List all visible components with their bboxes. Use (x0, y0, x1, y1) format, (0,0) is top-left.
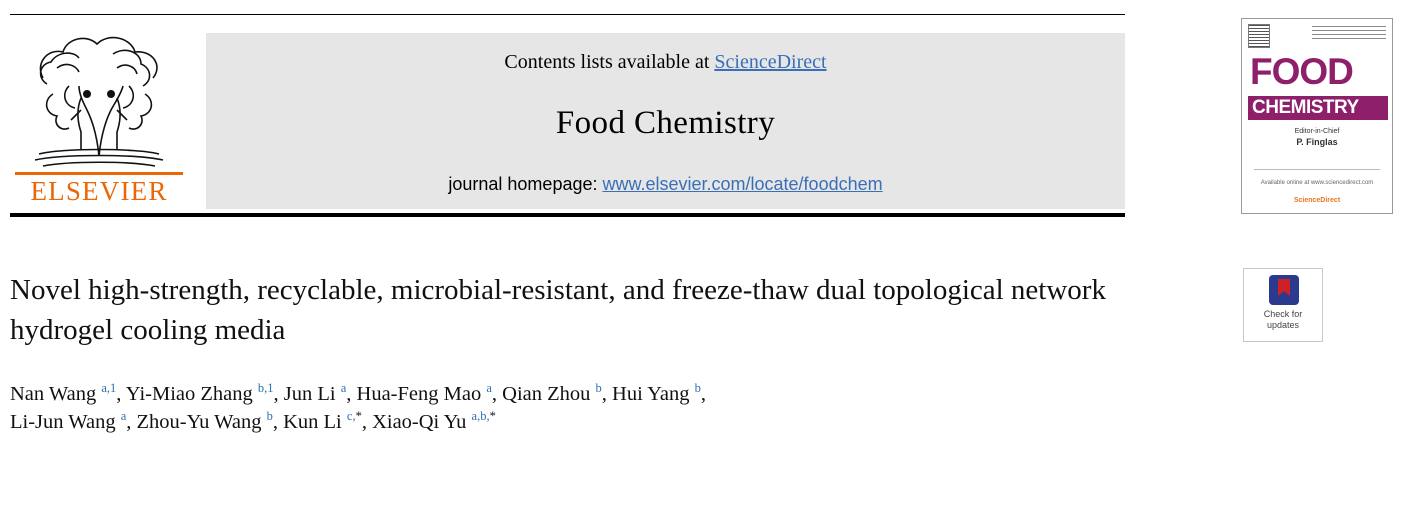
contents-box (206, 33, 1125, 209)
crossmark-badge[interactable] (1243, 268, 1323, 342)
elsevier-logo (13, 24, 185, 209)
author-affiliation-mark: a (486, 381, 492, 396)
journal-title: Food Chemistry (555, 105, 776, 141)
journal-homepage-link[interactable]: www.elsevier.com/locate/foodchem (602, 174, 883, 194)
article-header (10, 270, 1190, 436)
journal-homepage-line (206, 174, 1125, 195)
author-list (10, 380, 1190, 436)
author-name: Hua-Feng Mao (356, 383, 487, 405)
elsevier-tree-icon (13, 24, 185, 174)
journal-masthead (10, 14, 1125, 214)
contents-prefix: Contents lists available at (504, 51, 715, 73)
cover-title-chemistry: CHEMISTRY (1248, 96, 1388, 120)
author-name: Qian Zhou (502, 383, 596, 405)
author-name: Yi-Miao Zhang (125, 383, 258, 405)
author-line-1 (10, 380, 1190, 408)
cover-footer-note: Available online at www.sciencedirect.com (1260, 180, 1374, 186)
cover-divider (1254, 169, 1380, 170)
author-affiliation-mark: a,1 (101, 381, 117, 396)
cover-barcode-icon (1248, 24, 1270, 48)
author-separator: , (601, 383, 613, 405)
crossmark-label (1244, 309, 1322, 331)
author-name: Hui Yang (612, 383, 695, 405)
author-affiliation-mark: b (266, 409, 273, 424)
author-name: Jun Li (283, 383, 341, 405)
author-separator: , (361, 411, 373, 433)
cover-editor-block (1242, 127, 1392, 149)
page-title: Novel high-strength, recyclable, microbial-resistant, and freeze-thaw dual topological network hydrogel cooling media (10, 274, 1106, 346)
contents-available-line (206, 51, 1125, 74)
author-separator: , (116, 383, 126, 405)
cover-editor-role: Editor-in-Chief (1294, 128, 1340, 135)
homepage-prefix: journal homepage: (448, 174, 603, 194)
cover-editor-name: P. Finglas (1296, 137, 1338, 147)
author-separator: , (273, 383, 284, 405)
author-affiliation-mark: b (595, 381, 602, 396)
journal-cover-thumbnail (1241, 18, 1393, 214)
author-separator: , (126, 411, 137, 433)
author-separator: , (491, 383, 503, 405)
sciencedirect-link[interactable]: ScienceDirect (714, 51, 827, 73)
cover-title-food: FOOD (1250, 51, 1353, 92)
author-affiliation-mark: a,b,* (471, 409, 496, 424)
crossmark-shield-icon (1269, 275, 1299, 305)
author-affiliation-mark: a (340, 381, 347, 396)
cover-platform-label: ScienceDirect (1293, 197, 1341, 204)
author-name: Zhou-Yu Wang (136, 411, 267, 433)
author-name: Xiao-Qi Yu (372, 411, 472, 433)
author-separator: , (700, 383, 706, 405)
author-separator: , (272, 411, 284, 433)
cover-header-strip (1248, 24, 1386, 50)
cover-header-text-block (1312, 26, 1386, 40)
author-affiliation-mark: b (694, 381, 701, 396)
author-separator: , (346, 383, 357, 405)
author-name: Nan Wang (10, 383, 102, 405)
author-name: Kun Li (283, 411, 347, 433)
author-name: Li-Jun Wang (10, 411, 121, 433)
author-affiliation-mark: b,1 (257, 381, 274, 396)
author-line-2 (10, 408, 1190, 436)
masthead-top-rule (10, 14, 1125, 15)
crossmark-label-line1: Check for (1263, 309, 1303, 319)
elsevier-wordmark: ELSEVIER (30, 176, 168, 206)
masthead-bottom-rule (10, 213, 1125, 217)
elsevier-rule (15, 172, 183, 175)
crossmark-label-line2: updates (1266, 320, 1300, 330)
author-affiliation-mark: a (120, 409, 127, 424)
author-affiliation-mark: c,* (346, 409, 362, 424)
